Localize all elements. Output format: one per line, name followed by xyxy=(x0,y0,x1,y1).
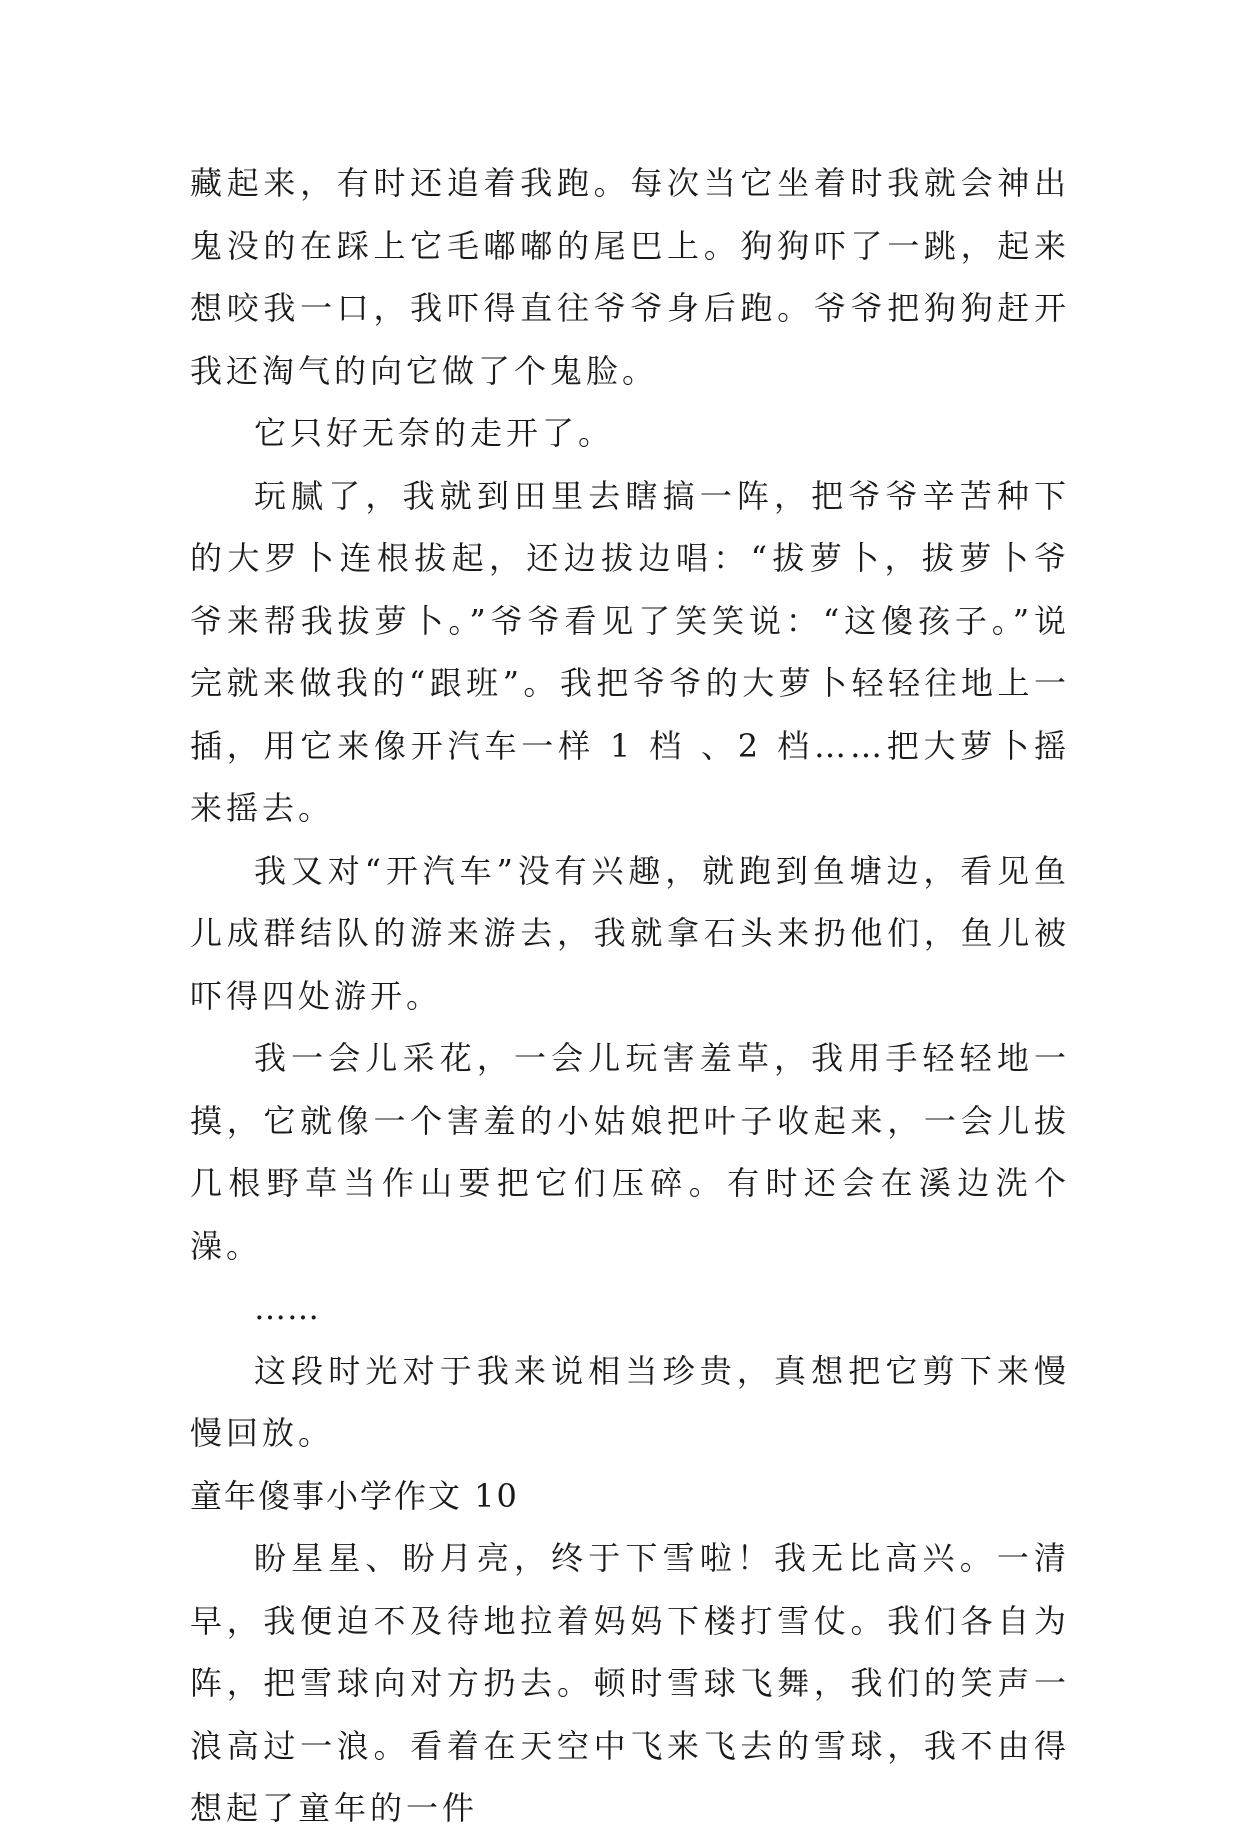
paragraph-radish: 玩腻了，我就到田里去瞎搞一阵，把爷爷辛苦种下的大罗卜连根拔起，还边拔边唱：“拔萝卜，拔萝卜爷爷来帮我拔萝卜。”爷爷看见了笑笑说：“这傻孩子。”说完就来做我的“跟班”。我把爷爷的大萝卜轻轻往地上一插，用它来像开汽车一样 1 档 、2 档……把大萝卜摇来摇去。 xyxy=(190,476,1070,827)
paragraph-dog-leaves: 它只好无奈的走开了。 xyxy=(254,414,615,452)
paragraph-ellipsis: …… xyxy=(254,1289,320,1327)
paragraph-fish-pond: 我又对“开汽车”没有兴趣，就跑到鱼塘边，看见鱼儿成群结队的游来游去，我就拿石头来扔他们，鱼儿被吓得四处游开。 xyxy=(190,851,1070,1015)
paragraph-snow: 盼星星、盼月亮，终于下雪啦！我无比高兴。一清早，我便迫不及待地拉着妈妈下楼打雪仗。我们各自为阵，把雪球向对方扔去。顿时雪球飞舞，我们的笑声一浪高过一浪。看着在天空中飞来飞去的雪球，我不由得想起了童年的一件 xyxy=(190,1539,1070,1827)
paragraph-continued: 藏起来，有时还追着我跑。每次当它坐着时我就会神出鬼没的在踩上它毛嘟嘟的尾巴上。狗狗吓了一跳，起来想咬我一口，我吓得直往爷爷身后跑。爷爷把狗狗赶开我还淘气的向它做了个鬼脸。 xyxy=(190,164,1070,390)
paragraph-precious-time: 这段时光对于我来说相当珍贵，真想把它剪下来慢慢回放。 xyxy=(190,1351,1070,1452)
document-body xyxy=(190,152,1070,1840)
paragraph-mimosa: 我一会儿采花，一会儿玩害羞草，我用手轻轻地一摸，它就像一个害羞的小姑娘把叶子收起来，一会儿拔几根野草当作山要把它们压碎。有时还会在溪边洗个澡。 xyxy=(190,1039,1070,1265)
essay-heading: 童年傻事小学作文 10 xyxy=(190,1476,519,1515)
